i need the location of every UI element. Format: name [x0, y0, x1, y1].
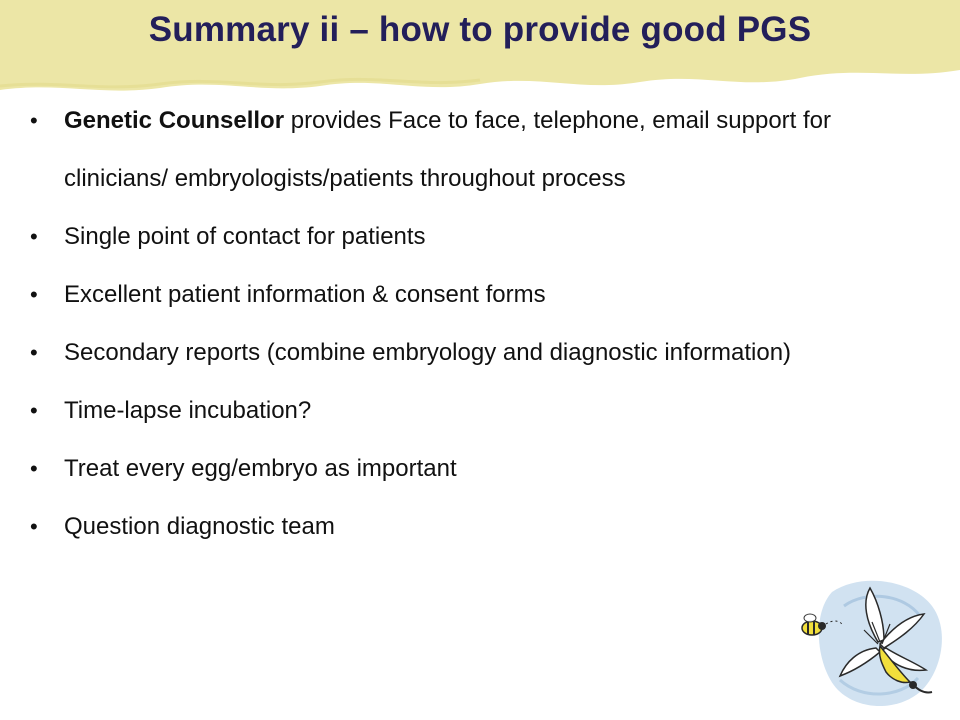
bullet-text: provides Face to face, telephone, email support for clinicians/ embryologists/patients throughout process — [64, 107, 832, 192]
bullet-dot: • — [30, 398, 38, 423]
bullet-text: Excellent patient information & consent forms — [64, 281, 546, 308]
bullet-dot: • — [30, 282, 38, 307]
bullet-text: Secondary reports (combine embryology and diagnostic information) — [64, 339, 792, 366]
bullet-text: Treat every egg/embryo as important — [64, 455, 457, 482]
bullet-dot: • — [30, 224, 38, 249]
bullet-item — [28, 92, 928, 208]
bullet-item — [28, 266, 928, 324]
slide-title: Summary ii – how to provide good PGS — [148, 10, 812, 49]
bullet-text: Single point of contact for patients — [64, 223, 426, 250]
bullet-item — [28, 440, 928, 498]
bullet-dot: • — [30, 456, 38, 481]
bullet-text: Time-lapse incubation? — [64, 397, 312, 424]
title-band — [0, 0, 960, 96]
bullet-dot: • — [30, 340, 38, 365]
bullet-item — [28, 498, 928, 556]
bullet-dot: • — [30, 108, 38, 133]
bullet-bold-text: Genetic Counsellor — [64, 107, 285, 134]
bullet-list — [28, 92, 928, 556]
bullet-item — [28, 208, 928, 266]
bullet-dot: • — [30, 514, 38, 539]
bullet-text: Question diagnostic team — [64, 513, 335, 540]
bee-flower-logo-icon — [792, 572, 952, 712]
bullet-item — [28, 382, 928, 440]
bullet-item — [28, 324, 928, 382]
